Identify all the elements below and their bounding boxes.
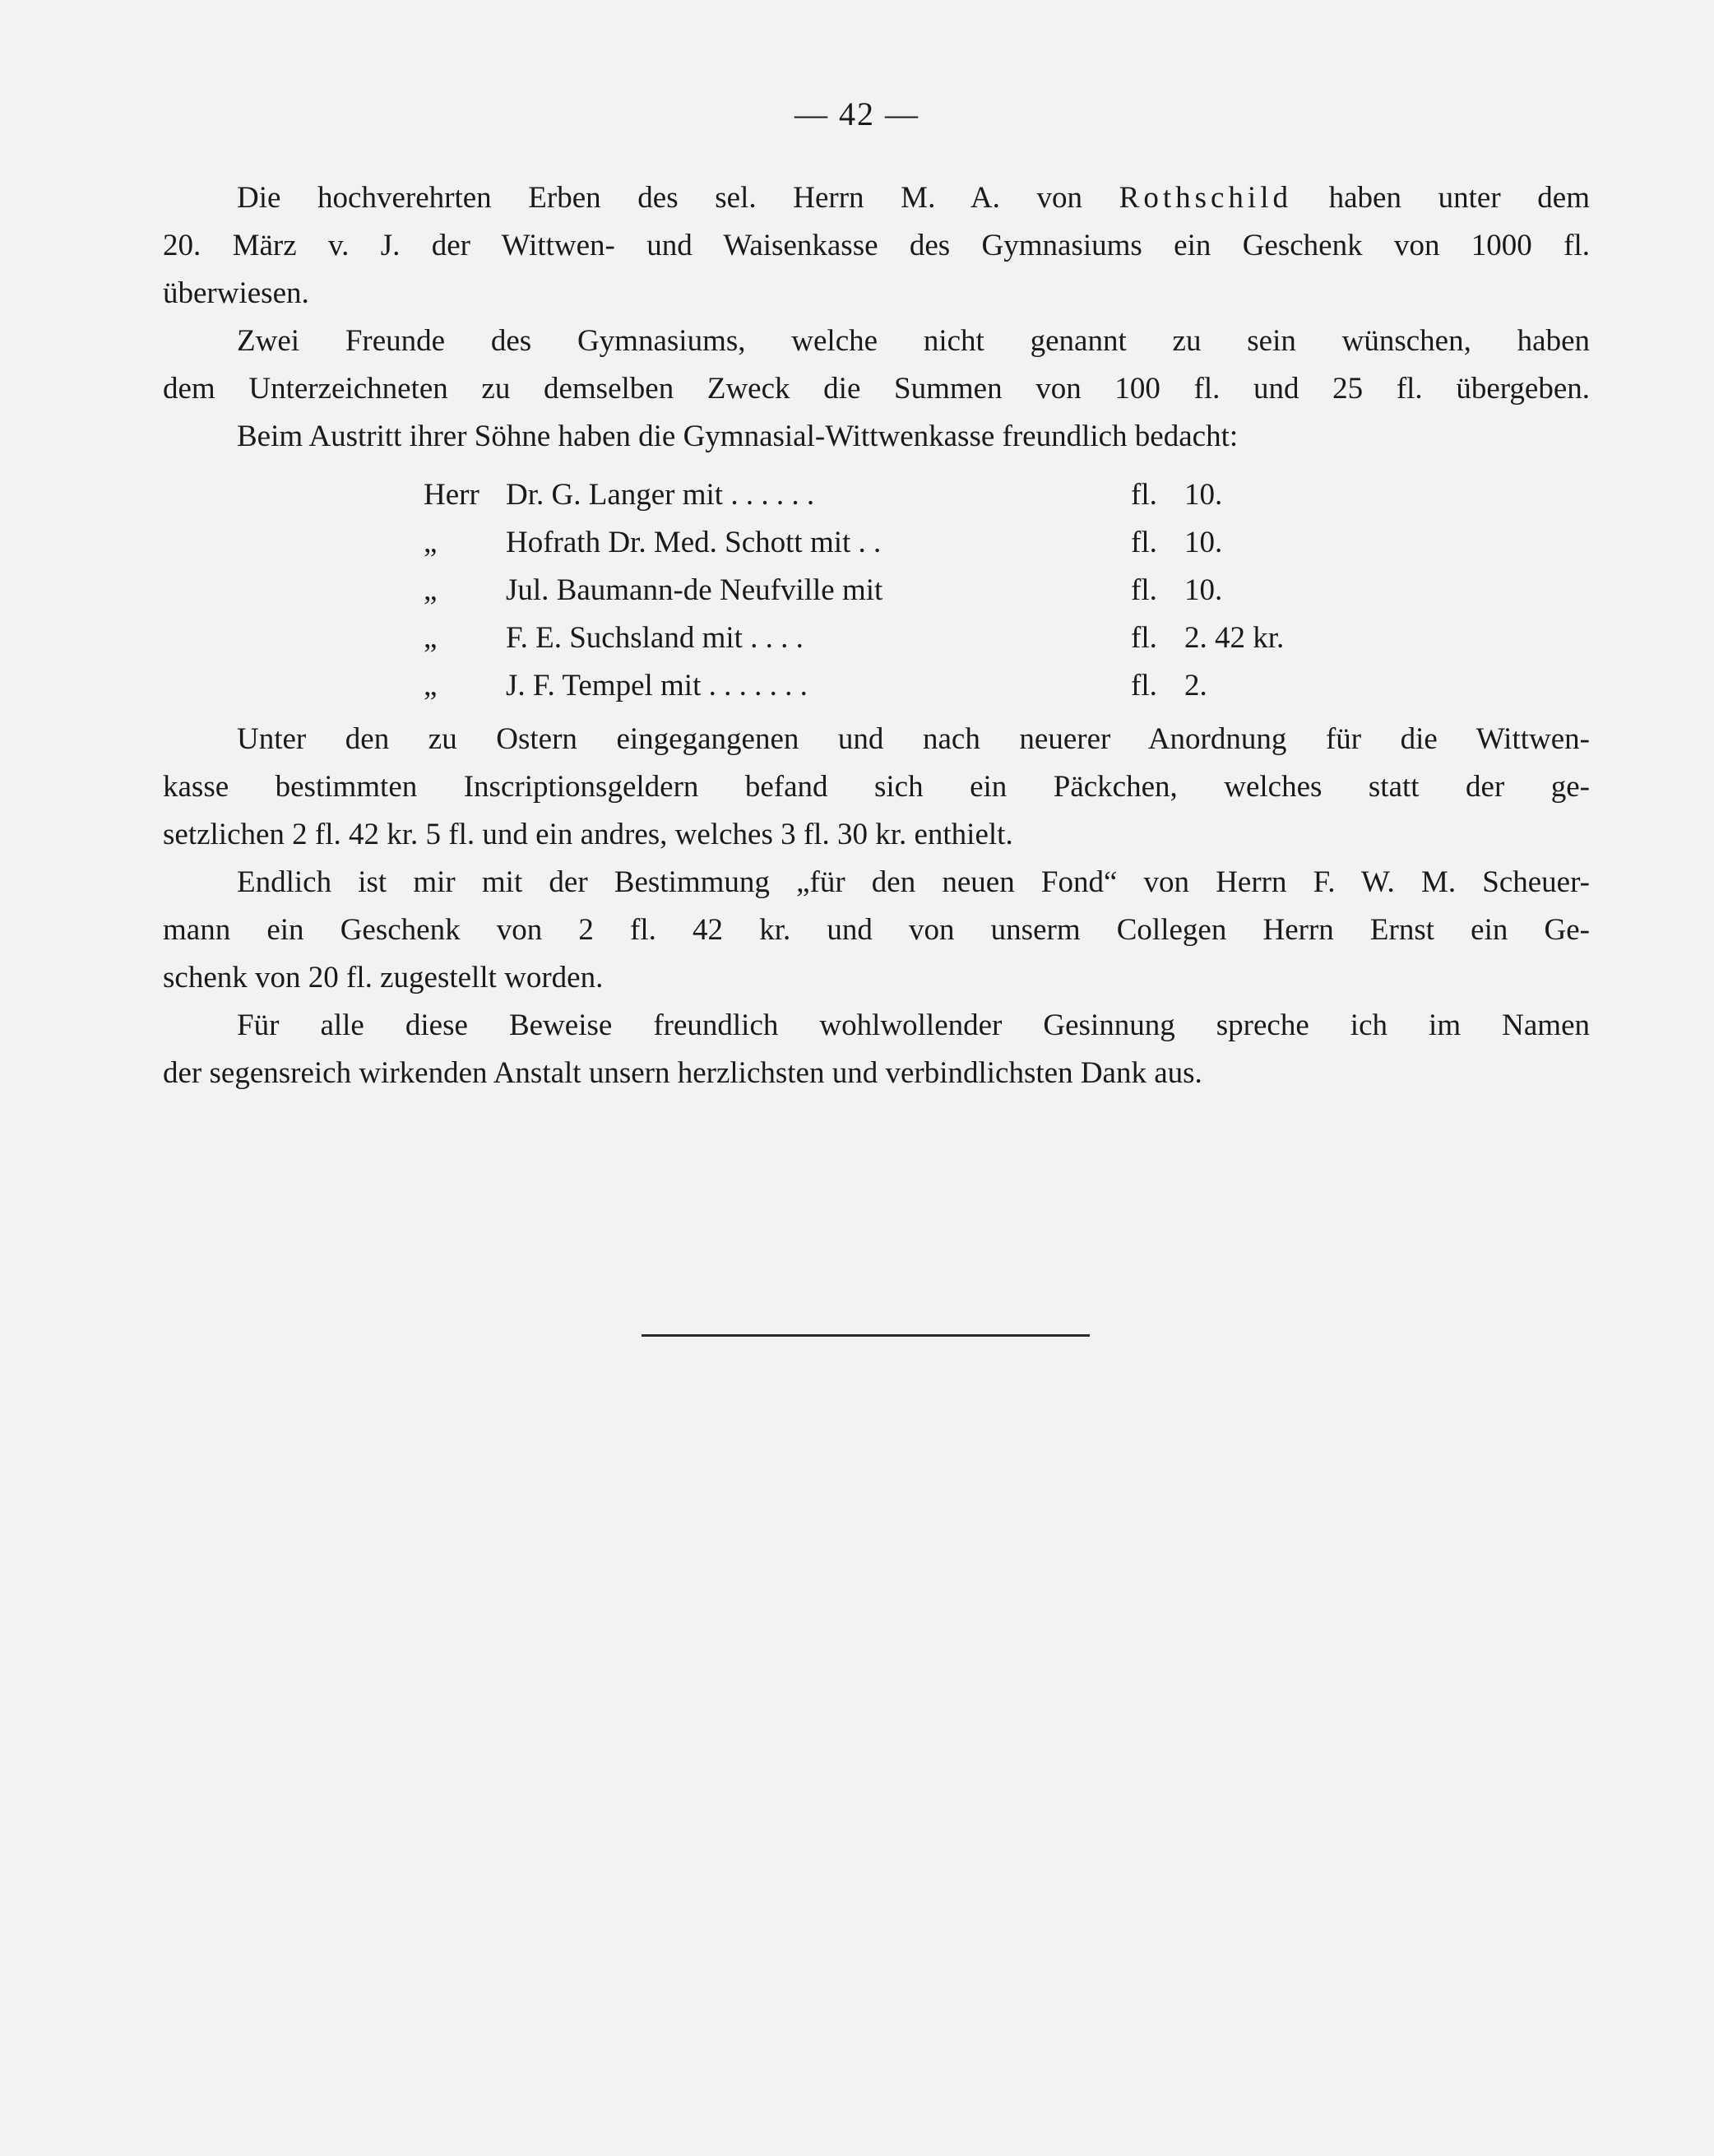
donor-row (424, 662, 1411, 710)
section-divider (642, 1334, 1090, 1337)
donor-unit: fl. (1131, 669, 1157, 702)
donor-prefix: „ (424, 573, 438, 607)
donor-amount: 2. 42 kr. (1184, 621, 1285, 655)
donor-prefix: „ (424, 669, 438, 702)
donor-amount: 10. (1184, 526, 1223, 559)
donor-name: Jul. Baumann-de Neufville mit (506, 573, 883, 607)
page-number: — 42 — (794, 95, 920, 132)
donor-list (424, 471, 1411, 710)
text-line: dem Unterzeichneten zu demselben Zweck die Summen von 100 fl. und 25 fl. übergeben. (163, 372, 1590, 406)
text-line: der segensreich wirkenden Anstalt unsern herzlichsten und verbindlichsten Dank aus. (163, 1056, 1202, 1090)
donor-unit: fl. (1131, 573, 1157, 607)
text-line: Für alle diese Beweise freundlich wohlwollender Gesinnung spreche ich im Namen (237, 1008, 1590, 1042)
text-line: Zwei Freunde des Gymnasiums, welche nicht genannt zu sein wünschen, haben (237, 324, 1590, 358)
text-block-bottom (163, 716, 1590, 1097)
donor-name: J. F. Tempel mit . . . . . . . (506, 669, 808, 702)
text-line: setzlichen 2 fl. 42 kr. 5 fl. und ein andres, welches 3 fl. 30 kr. enthielt. (163, 818, 1013, 851)
text-line: 20. März v. J. der Wittwen- und Waisenkasse des Gymnasiums ein Geschenk von 1000 fl. (163, 229, 1590, 262)
text-block-top (163, 174, 1590, 461)
donor-row (424, 567, 1411, 614)
text-line: kasse bestimmten Inscriptionsgeldern befand sich ein Päckchen, welches statt der ge- (163, 770, 1590, 804)
donor-row (424, 519, 1411, 567)
donor-unit: fl. (1131, 526, 1157, 559)
donor-unit: fl. (1131, 478, 1157, 512)
donor-row (424, 614, 1411, 662)
text-line: Endlich ist mir mit der Bestimmung „für den neuen Fond“ von Herrn F. W. M. Scheuer- (237, 865, 1590, 899)
donor-prefix: Herr (424, 478, 479, 512)
donor-row (424, 471, 1411, 519)
donor-prefix: „ (424, 526, 438, 559)
donor-amount: 10. (1184, 478, 1223, 512)
donor-name: Dr. G. Langer mit . . . . . . (506, 478, 815, 512)
text-line: überwiesen. (163, 276, 309, 310)
donor-name: F. E. Suchsland mit . . . . (506, 621, 804, 655)
text-line: Die hochverehrten Erben des sel. Herrn M. A. von Rothschild haben unter dem (237, 181, 1590, 215)
text-line: mann ein Geschenk von 2 fl. 42 kr. und von unserm Collegen Herrn Ernst ein Ge- (163, 913, 1590, 947)
text-line: Unter den zu Ostern eingegangenen und nach neuerer Anordnung für die Wittwen- (237, 722, 1590, 756)
donor-amount: 2. (1184, 669, 1207, 702)
donor-prefix: „ (424, 621, 438, 655)
text-line: Beim Austritt ihrer Söhne haben die Gymnasial-Wittwenkasse freundlich bedacht: (237, 420, 1239, 453)
donor-name: Hofrath Dr. Med. Schott mit . . (506, 526, 882, 559)
donor-amount: 10. (1184, 573, 1223, 607)
donor-unit: fl. (1131, 621, 1157, 655)
text-line: schenk von 20 fl. zugestellt worden. (163, 961, 604, 995)
